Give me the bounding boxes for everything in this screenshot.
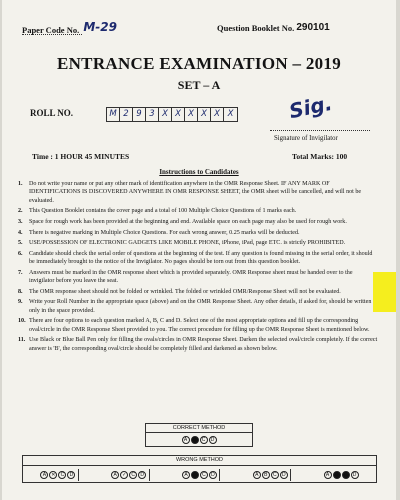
instruction-text: Answers must be marked in the OMR response sheet which is provided separately. OMR Response sheet must be handed over to the invigilator before you leave the seat. [29,269,353,285]
invigilator-label: Signature of Invigilator [274,135,338,142]
instruction-text: Candidate should check the serial order of questions at the beginning of the test. If any question is found missing in the serial order, it should be immediately brought to the notice of the Invigilator. No pages should be torn out from this question booklet. [29,250,373,266]
instructions-heading: Instructions to Candidates [159,168,239,176]
wrong-example-group [250,469,291,481]
answer-bubble: C [271,471,279,479]
answer-bubble: ✕ [51,471,56,478]
correct-method-label: CORRECT METHOD [146,424,252,433]
roll-digit-cell: 2 [120,108,133,121]
roll-label: ROLL NO. [30,108,74,118]
roll-digit-cell: 3 [146,108,159,121]
roll-number-boxes [106,107,238,122]
paper-code-value: M-29 [83,20,117,34]
instruction-number: 7. [18,269,23,276]
instruction-number: 2. [18,208,23,215]
instruction-item [18,288,378,296]
answer-bubble: B [262,471,270,479]
instruction-item [18,336,378,353]
answer-bubble: C [129,471,137,479]
instruction-number: 1. [18,181,23,187]
roll-digit-cell: X [172,108,185,121]
instruction-item [18,229,378,237]
wrong-method-bubbles [23,466,376,483]
sticky-note [373,272,396,312]
answer-bubble: ✓ [122,471,127,478]
answer-bubble: D [138,471,146,479]
instruction-text: This Question Booklet contains the cover page and a total of 100 Multiple Choice Questions of 1 marks each. [29,208,297,215]
answer-bubble: A [182,436,190,444]
instruction-text: Write your Roll Number in the appropriate space (above) and on the OMR Response Sheet. Any other details, if asked for, should be written only in the space provided. [29,299,372,314]
booklet-label: Question Booklet No. [217,23,295,33]
instruction-item [18,239,378,247]
invigilator-signature: Sig. [286,90,335,124]
instruction-number: 10. [18,318,26,325]
instruction-item [18,317,378,334]
roll-digit-cell: X [198,108,211,121]
answer-bubble: C [58,471,66,479]
answer-bubble: C [200,471,208,479]
page-title: ENTRANCE EXAMINATION – 2019 [56,54,342,73]
correct-method-bubbles [146,433,252,447]
wrong-example-group [179,469,220,481]
answer-bubble: D [209,436,217,444]
roll-digit-cell: M [107,108,120,121]
instruction-item [18,218,378,226]
instruction-text: Space for rough work has been provided at the beginning and end. Available space on each page may also be used for rough work. [29,219,347,225]
total-marks: Total Marks: 100 [292,152,348,161]
wrong-method-label: WRONG METHOD [23,456,376,466]
answer-bubble: A [253,471,261,479]
instruction-number: 4. [18,229,23,236]
set-label: SET – A [177,78,221,92]
answer-bubble: D [67,471,75,479]
answer-bubble: B [191,471,199,479]
answer-bubble: A [182,471,190,479]
paper-code-line [22,34,82,35]
answer-bubble: A [40,471,48,479]
answer-bubble: D [351,471,359,479]
answer-bubble: C [200,436,208,444]
answer-bubble: A [324,471,332,479]
instruction-text: Do not write your name or put any other mark of identification anywhere in the OMR Response Sheet. IF ANY MARK OF IDENTIFICATIONS IS DISCOVERED ANYWHERE IN OMR RESPONSE SHEET, the OMR sheet will be cancelled, and will not be evaluated. [29,181,362,204]
instruction-number: 3. [18,219,23,225]
roll-digit-cell: X [185,108,198,121]
instruction-text: USE/POSSESSION OF ELECTRONIC GADGETS LIKE MOBILE PHONE, iPhone, iPad, page ETC. is strictly PROHIBITED. [29,240,346,247]
booklet-number [217,23,330,34]
instruction-number: 8. [18,288,23,295]
booklet-value: 290101 [296,22,330,33]
answer-bubble: C [342,471,350,479]
instruction-text: Use Black or Blue Ball Pen only for filling the ovals/circles in OMR Response Sheet. Darken the selected oval/circle completely. If the correct answer is 'B', the corresponding oval/circle should be completely filled and darkened as shown below. [29,337,378,352]
roll-digit-cell: X [211,108,224,121]
instruction-item [18,180,378,205]
signature-line [270,130,370,131]
instructions-list [18,180,378,355]
paper-code-label: Paper Code No. [22,25,80,35]
instruction-item [18,207,378,215]
roll-digit-cell: X [227,109,234,119]
instruction-number: 6. [18,250,23,257]
instruction-item [18,250,378,267]
wrong-method-box [22,455,377,483]
wrong-example-group [109,469,150,481]
wrong-example-group [321,469,361,481]
instruction-number: 11. [18,337,26,344]
instruction-item [18,269,378,286]
instruction-text: There are four options to each question marked A, B, C and D. Select one of the most appropriate options and fill up the corresponding oval/circle in the OMR Response Sheet provided to you. The correct procedure for filling up the OMR Response Sheet is mentioned below. [29,318,370,333]
instruction-number: 5. [18,240,23,247]
answer-bubble: D [280,471,288,479]
correct-method-box [145,423,253,447]
instruction-text: There is negative marking in Multiple Choice Questions. For each wrong answer, 0.25 marks will be deducted. [29,229,300,236]
instruction-number: 9. [18,299,23,306]
answer-bubble: D [209,471,217,479]
instruction-item [18,298,378,315]
wrong-example-group [38,469,79,481]
answer-bubble: B [191,436,199,444]
exam-duration: Time : 1 HOUR 45 MINUTES [32,152,130,161]
roll-digit-cell: 9 [133,108,146,121]
roll-digit-cell: X [159,108,172,121]
exam-cover-page [2,0,396,500]
answer-bubble: B [333,471,341,479]
answer-bubble: A [111,471,119,479]
instruction-text: The OMR response sheet should not be folded or wrinkled. The folded or wrinkled OMR/Response Sheet will not be evaluated. [29,288,341,295]
